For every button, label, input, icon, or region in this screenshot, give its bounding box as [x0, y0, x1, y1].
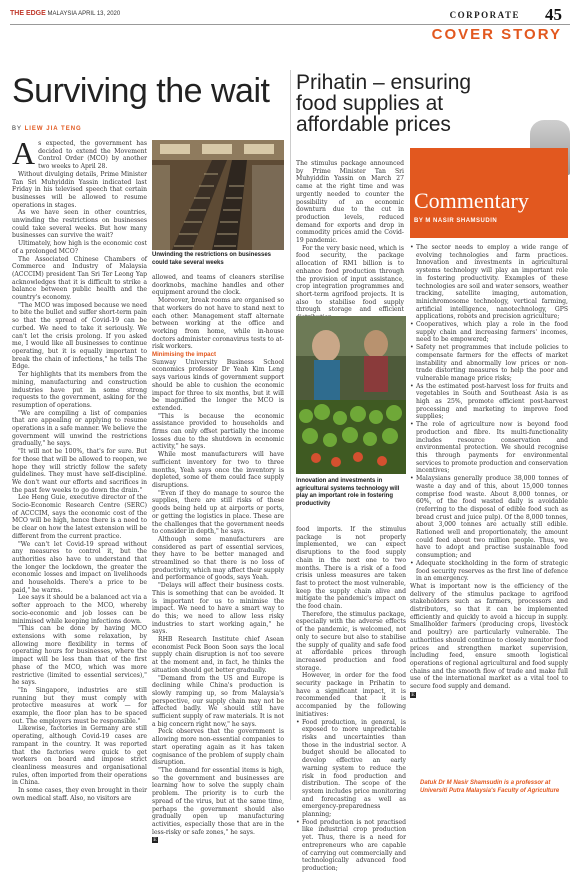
- right-closing: What is important now is the efficiency of the delivery of the stimulus package to agrifood stakeholders such as farmers, processors and distributors, so that it can be implemented efficiently and quickly to avoid a hiccup in supply. Smallholder farmers (producing crops, livestock and poultry) are particularly vulnerable. The authorities should continue to closely monitor food prices and strengthen market supervision, including feed, ensure smooth logistical operations of regional agricultural and food supply chains and the smooth flow of trade and make full use of the international market as a vital tool to secure food supply and demand.: [410, 582, 568, 691]
- header-rule: [10, 24, 570, 25]
- paragraph: "Demand from the US and Europe is declining while China's production is slowly ramping up, so from Malaysia's perspective, our supply chain may not be affected badly. We should still have sufficient supply of raw materials. It is not a big concern right now," he says.: [152, 674, 284, 728]
- section-name: CORPORATE: [449, 10, 520, 20]
- bullet-item: • Malaysians generally produce 38,000 tonnes of waste a day and of this, about 15,000 tonnes comprise food waste. About 8,000 tonnes, or 60%, of the food wasted daily is avoidable (referring to the disposal of edible food such as bread crust and juice pulp). Of the 8,000 tonnes, about 3,000 tonnes are actually still edible. Rationed well and proportionately, the amount could feed about two million people. Thus, we have to adopt and practise sustainable food consumption; and: [410, 475, 568, 560]
- paragraph: Lee Heng Guie, executive director of the Socio-Economic Research Centre (SERC) of ACCCIM, says the economic cost of the MCO will be high, hence there is a need to be clear on how the latest extension will be different from the current practice.: [12, 494, 147, 540]
- paragraph: Ultimately, how high is the economic cost of a prolonged MCO?: [12, 240, 147, 255]
- dropcap: A: [12, 135, 36, 171]
- left-author: LIEW JIA TENG: [24, 126, 82, 132]
- author-note: Datuk Dr M Nasir Shamsudin is a professor at Universiti Putra Malaysia's Faculty of Agriculture: [420, 780, 560, 794]
- left-col-1: [12, 135, 147, 802]
- left-byline: BY LIEW JIA TENG: [12, 126, 82, 132]
- right-bullets: [410, 244, 568, 583]
- paragraph: "Delays will affect their business costs. This is something that can be avoided. It is important for us to minimise the impact. We need to have a smart way to do this; we need to allow less risky industries to start working again," he says.: [152, 582, 284, 636]
- paragraph: Therefore, the stimulus package, especially with the adverse effects of the pandemic, is welcomed, not only to secure but also to stabilise the supply of quality and safe food at affordable prices through increased production and food storage.: [296, 610, 406, 672]
- paragraph: Without divulging details, Prime Minister Tan Sri Muhyiddin Yassin indicated last Friday in his televised speech that certain businesses will be allowed to resume operations in stages.: [12, 170, 147, 209]
- end-mark-icon: E: [153, 837, 157, 844]
- bullet-item: • Food production is not practised like industrial crop production yet. Thus, there is a need for entrepreneurs who are capable of carrying out commercially and technologically advanced food production;: [296, 819, 406, 873]
- market-photo: [296, 316, 406, 474]
- paragraph: "In Singapore, industries are still running but they must comply with protective measures at work — for example, the floor plan has to be spaced out. The employers must be responsible.": [12, 686, 147, 725]
- left-photo-caption: Unwinding the restrictions on businesses could take several weeks: [152, 252, 272, 266]
- commentary-label: Commentary: [414, 188, 529, 213]
- right-col-right: [410, 244, 568, 776]
- paragraph: "The MCO was imposed because we need to bite the bullet and suffer short-term pain so that the spread of Covid-19 can be curbed. We need to take it seriously. We can't let the crisis prolong. If you asked me, I would like all businesses to continue operating, but it is equally important to break the chain of infections," he tells The Edge.: [12, 301, 147, 371]
- paragraph: While most manufacturers will have sufficient inventory for two to three months, Yeah says once the inventory is depleted, some of them could face supply disruptions.: [152, 451, 284, 489]
- bullet-item: • Adequate stockholding in the form of strategic food security reserves as the first line of defence in an emergency.: [410, 560, 568, 583]
- right-col-mid: [296, 526, 406, 872]
- paragraph: "This is because the economic assistance provided to households and firms can only offset partially the income losses due to the shutdown in economic activity," he says.: [152, 412, 284, 451]
- left-subhead: Minimising the impact: [152, 351, 216, 359]
- publication-name: THE EDGE: [10, 10, 46, 17]
- paragraph: Sunway University Business School economics professor Dr Yeah Kim Leng says various kinds of government support should be able to cushion the economic impact for three to six months, but it will be magnified the longer the MCO is extended.: [152, 358, 284, 412]
- paragraph: Ter highlights that its members from the mining, manufacturing and construction industries have put in some strong requests to the government, asking for the resumption of operations.: [12, 371, 147, 409]
- publication-suffix: MALAYSIA: [47, 11, 77, 17]
- commentary-banner: [410, 148, 568, 238]
- paragraph: "Even if they do manage to source the supplies, there are still risks of these goods being held up at airports or ports, or getting the logistics in place. These are the challenges that the government needs to consider in depth," he says.: [152, 489, 284, 536]
- paragraph: Although some manufacturers are considered as part of essential services, they have to be better managed and streamlined so that there is no loss of productivity, which may affect their supply and performance of goods, says Yeah.: [152, 535, 285, 582]
- paragraph: "This can be done by having MCO extensions with some relaxation, by allowing more flexibility in terms of operating hours for businesses, where the impact will be less than that of the first phase of the MCO, which was more restrictive (limited to essential services)," he says.: [12, 625, 147, 687]
- right-article-title: Prihatin – ensuring food supplies at affordable prices: [296, 71, 472, 136]
- paragraph: As we have seen in other countries, unwinding the restrictions on businesses could take several weeks. But how many businesses can survive the wait?: [12, 209, 147, 240]
- bullet-item: • The sector needs to employ a wide range of evolving technologies and farm practices. Innovation and investments in agricultural systems technology will play an important role in fostering productivity. Examples of these technologies are soil and water sensors, weather tracking, satellite imaging, automation, minichromosome technology, vertical farming, artificial intelligence, nanotechnology, GPS applications, robots and precision agriculture;: [410, 244, 568, 321]
- bullet-item: • The role of agriculture now is beyond food production and fibre. Its multi-functionality includes resource conservation and environmental protection. We should recognise this through payments for environmental services to promote production and conservation incentives;: [410, 421, 568, 475]
- paragraph: In some cases, they even brought in their own medical staff. Also, no visitors are: [12, 787, 147, 802]
- left-article-title: Surviving the wait: [12, 72, 270, 110]
- column-divider: [290, 70, 291, 800]
- paragraph: Lee says it should be a balanced act via a softer approach to the MCO, whereby socio-economic and job losses can be minimised while keeping infections down.: [12, 594, 147, 625]
- issue-date: APRIL 13, 2020: [78, 11, 121, 17]
- right-photo-caption: Innovation and investments in agricultural systems technology will play an important role in fostering productivity: [296, 478, 400, 507]
- end-mark-icon: E: [411, 691, 415, 698]
- escalator-photo: [152, 140, 284, 250]
- paragraph: allowed, and teams of cleaners sterilise doorknobs, machine handles and other equipment around the clock.: [152, 274, 284, 297]
- paragraph: "We can't let Covid-19 spread without any measures to control it, but the authorities also have to understand that the longer the lockdown, the greater the economic losses and impact on livelihoods and households. There's a price to be paid," he warns.: [12, 540, 147, 594]
- paragraph: RHB Research Institute chief Asean economist Peck Boon Soon says the local supply chain disruption is not too severe at the moment and, in fact, he thinks the situation should get better gradually.: [152, 636, 284, 674]
- left-col-2: [152, 274, 285, 844]
- paragraph: Moreover, break rooms are organised so that workers do not have to stand next to each other. Management staff alternate between working at the office and working from home, while in-house doctors administer coronavirus tests to at-risk workers.: [152, 297, 284, 351]
- commentary-byline: BY M NASIR SHAMSUDIN: [414, 218, 498, 224]
- left-col-2b-body: [152, 359, 284, 837]
- paragraph: The stimulus package announced by Prime Minister Tan Sri Muhyiddin Yassin on March 27 came at the right time and was urgently needed to counter the possibility of an economic downturn due to the cut in production levels, reduced demand for exports and drop in commodity prices amid the Covid-19 pandemic.: [296, 160, 404, 245]
- bullet-item: • Cooperatives, which play a role in the food supply chain and increasing farmers' incomes, need to be empowered;: [410, 321, 568, 344]
- paragraph: s expected, the government has decided to extend the Movement Control Order (MCO) by another two weeks to April 28.: [38, 140, 147, 171]
- publication-info: [10, 10, 120, 17]
- left-col-1-body: [12, 135, 147, 802]
- paragraph: For the very basic need, which is food security, the package allocation of RM1 billion is to enhance food production through the provision of input assistance, crop integration programmes and short-term agrifood projects. It is also to stabilise food supply through storage and efficient: [296, 244, 404, 314]
- paragraph: The Associated Chinese Chambers of Commerce and Industry of Malaysia (ACCCIM) president Tan Sri Ter Leong Yap acknowledges that it is difficult to strike a balance between public health and the country's economy.: [12, 255, 147, 302]
- paragraph: Likewise, factories in Germany are still operating, although Covid-19 cases are rampant in the country. It was reported that the factories were quick to get workers on board and impose strict cleanliness measures and organisational rules, often imported from their operations in China.: [12, 725, 147, 787]
- bullet-item: • Safety net programmes that include policies to compensate farmers for the effects of market instability and abnormally low prices or non-trade distorting measures to help the poor and vulnerable manage price risks;: [410, 344, 568, 383]
- paragraph: "We are compiling a list of companies that are appealing or applying to resume operations in a safe manner. We believe the government will unwind the restrictions gradually," he says.: [12, 409, 147, 448]
- left-col-2-body: [152, 274, 284, 351]
- page-header: [10, 4, 570, 44]
- page-number: 45: [545, 5, 562, 24]
- right-mid-bullets: [296, 719, 406, 873]
- bullet-item: • Food production, in general, is exposed to more unpredictable risks and uncertainties than those in the industrial sector. A budget should be allocated to develop effective an early warning system to reduce the risk in food production and distribution. The scope of the system includes price monitoring and forecasting as well as emergency-preparedness planning;: [296, 719, 406, 819]
- right-mid-body: [296, 526, 406, 719]
- paragraph: Peck observes that the government is allowing more non-essential companies to start operating again as it has taken cognisance of the problem of supply chain disruption.: [152, 728, 284, 767]
- paragraph: "It will not be 100%, that's for sure. But for those that will be allowed to reopen, we hope they will strictly follow the safety guidelines. They must have self-discipline. We don't want our efforts and sacrifices in the past few weeks to go down the drain.": [12, 448, 147, 494]
- paragraph: "The demand for essential items is high, so the government and businesses are learning how to solve the supply chain problem. The priority is to curb the spread of the virus, but at the same time, perhaps the government should also gradually open up manufacturing activities, especially those that are in the less-risky or safe zones," he says.: [152, 767, 284, 836]
- bullet-item: • As the estimated post-harvest loss for fruits and vegetables in South and Southeast Asia is as high as 25%, promote efficient post-harvest processing and marketing to improve food supplies;: [410, 383, 568, 422]
- paragraph: food imports. If the stimulus package is not properly implemented, we can expect disruptions to the food supply chain in the next one to two months. There is a risk of a food crisis unless measures are taken fast to protect the most vulnerable, keep the supply chain alive and mitigate the pandemic's impact on the food chain.: [296, 526, 406, 611]
- paragraph: However, in order for the food security package in Prihatin to have a significant impact, it is recommended that it is accompanied by the following initiatives:: [296, 672, 406, 718]
- right-intro: [296, 160, 404, 314]
- cover-story-label: COVER STORY: [431, 26, 562, 43]
